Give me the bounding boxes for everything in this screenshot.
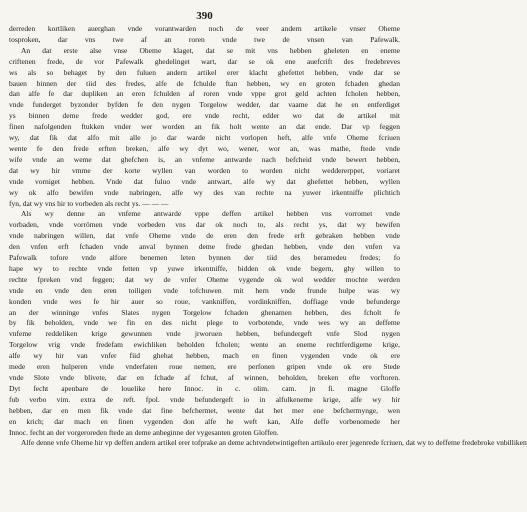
- text-line: wente fe den frede erften breken, alfe wy dyt wo, wener, wor an, was mathe, ftede vnde: [9, 143, 400, 153]
- text-line: dat wy hir vmme der korte wyllen van worden to worden nicht weddererppet, voriaret: [9, 165, 400, 175]
- paragraph: [9, 24, 400, 209]
- text-line: bauen binnen der tiid des fredes, alfe de fchulde ftan hebben, wy en groten fchaden ghedan: [9, 78, 400, 88]
- text-line: vorbaden, vnde vorrömen vnde vorbeden vns dar ok noch to, als recht ys, dat wy bewifen: [9, 220, 400, 230]
- text-line: vnde Slote vnde blivete, dar en fchade af fchut, af winnen, beholden, breken efte vorftoren.: [9, 373, 400, 382]
- text-line: ws als so behaget by den fuluen andern artikel erer klacht ghefettet hebben, vnde dar se: [9, 67, 400, 77]
- text-line: hebben, dar en men fik vnde dat fine befchermet, wente dat het mer ene befchermynge, wen: [9, 405, 400, 415]
- text-line: ys binnen deme frede wedder god, ere vnde recht, edder wo dat de artikel mit: [9, 111, 400, 121]
- text-line: en krich; dar mach en finen vygenden don alfe he weft kan, Alfe deffe vorbenomede her: [9, 416, 400, 426]
- text-line: konden vnde wes fe hir auer so roue, vankniffen, vordinkniffen, doffiage vnde befunderge: [9, 296, 400, 306]
- text-line: rechte fpreken vnd feggen; dat wy de vnfer Oheme vygende ok wol wedder mochte werden: [9, 274, 400, 284]
- text-line: Pafewalk tofore vnde alfore benemen leten bynnen der tiid des beramedeu fredes; fo: [9, 253, 400, 263]
- text-line: Alfe denne vnfe Oheme hir vp deffen andern artikel erer tofprake an deme achtvndetwintigeften artikulo erer jegenrede fcriuen, dat wy to deffeme fredebroke vnbilliken: [21, 438, 527, 448]
- text-line: vnde en vnde den eren toiligen vnde tofchuwen mit hern vnde frunde hulpe was wy: [9, 285, 400, 295]
- text-line: derreden kortliken auerghan vnde vorantwarden noch de veer andern artikele vnser Oheme: [9, 24, 400, 33]
- text-line: den vnfen erft fchaden vnde anval bynnen deme frede ghedan hebben, vnde den vnfen va: [9, 242, 400, 252]
- text-line: wy ok alfo bewifen vnde nabringen, alfe wy des van rechte na yuwer irkentniffe plichtich: [9, 187, 400, 197]
- text-line: wife vnde an weme dat ghefchen is, an vnfeme antwarde nach befcheid vnde bewert hebben,: [9, 154, 400, 164]
- text-line: vnfeme reddeliken krige gewunnen vnde jrworuen hebben, befundergeft vnfe Slod nygen: [9, 329, 400, 339]
- text-line: An dat erste alse vnse Oheme klaget, dat se mit vns hebben gheleten en eneme: [21, 45, 400, 55]
- text-line: wy, dat fik dat alfo mit alle jo dar warde nicht vorlopen heft, alfe vnfe Oheme fcriuen: [9, 133, 400, 143]
- text-line: Als wy denne an vnfeme antwarde vppe deffen artikel hebben vns vorromet vnde: [21, 209, 400, 219]
- text-line: criftenen frede, de vor Pafewalk ghedelinget wart, dar se ok ene auefcrift des fredebreves: [9, 56, 400, 66]
- text-line: Innoc. fecht an der vorgeroreden ftede an deme anbeginne der vygesanten groten Gloffen.: [9, 427, 279, 437]
- text-line: by fik beholden, vnde we fin en des nicht plege to vorbotende, vnde wes wy an deffeme: [9, 318, 400, 328]
- text-line: Torgelow vrig vnde fredefam ewichliken beholden fcholen; wente an eneme rechtferdigeme krige,: [9, 340, 400, 350]
- paragraph: [9, 438, 527, 449]
- text-line: vnde vorniget hebben. Vnde dat fuluo vnde antwart, alfe wy dat ghefettet hebben, wyllen: [9, 176, 400, 186]
- text-line: vnde funderget byzonder byfden fe den nygen Torgelow wedder, dar vaame dat he en entferdiget: [9, 100, 400, 110]
- text-line: mede eren hulperen vnde vnderfaten roue nemen, ere perfonen gripen vnde ok ere Stede: [9, 362, 400, 372]
- text-line: vnde nabringen willen, dat vnfe Oheme vnde de eren den frede erft gebraken hebben vnde: [9, 231, 400, 241]
- text-line: dan alfe fe dar dupliken an eren fchulden af roren vnde vppe grot geld achten fcholen hebben,: [9, 89, 400, 99]
- text-line: tosproken, dar vns twe af an roren vnde twe de vnsen van Pafewalk.: [9, 34, 400, 44]
- text-line: fub verbo vim. extra de reft. fpol. vnde befundergeft io in alfulkeneme krige, alfe wy hir: [9, 394, 400, 404]
- text-line: alfe wy hir van vnfer fiid ghehat hebben, mach en finen vygenden vnde ok ere: [9, 351, 400, 361]
- text-line: finen nafolgenden ftukken vnder wer worden an fik holt wente an dat ende. Dar vp feggen: [9, 122, 400, 132]
- text-line: fyn, dat wy vns hir to vorbeden als recht ys. — — —: [9, 198, 169, 208]
- paragraph: [9, 209, 400, 438]
- text-line: an der winninge vnfes Slates nygen Torgelow fchaden ghenamen hebben, des fcholt fe: [9, 307, 400, 317]
- text-line: hape wy to rechte vnde fetten vp yuwe irkentniffe, bidden ok vnde begern, ghy willen to: [9, 263, 400, 273]
- body-text: [9, 24, 527, 449]
- page-number: 390: [196, 10, 213, 22]
- text-line: Dyt fecht apenbare de louelike here Innoc. in c. olim. cam. jn fi. magne Gloffe: [9, 383, 400, 393]
